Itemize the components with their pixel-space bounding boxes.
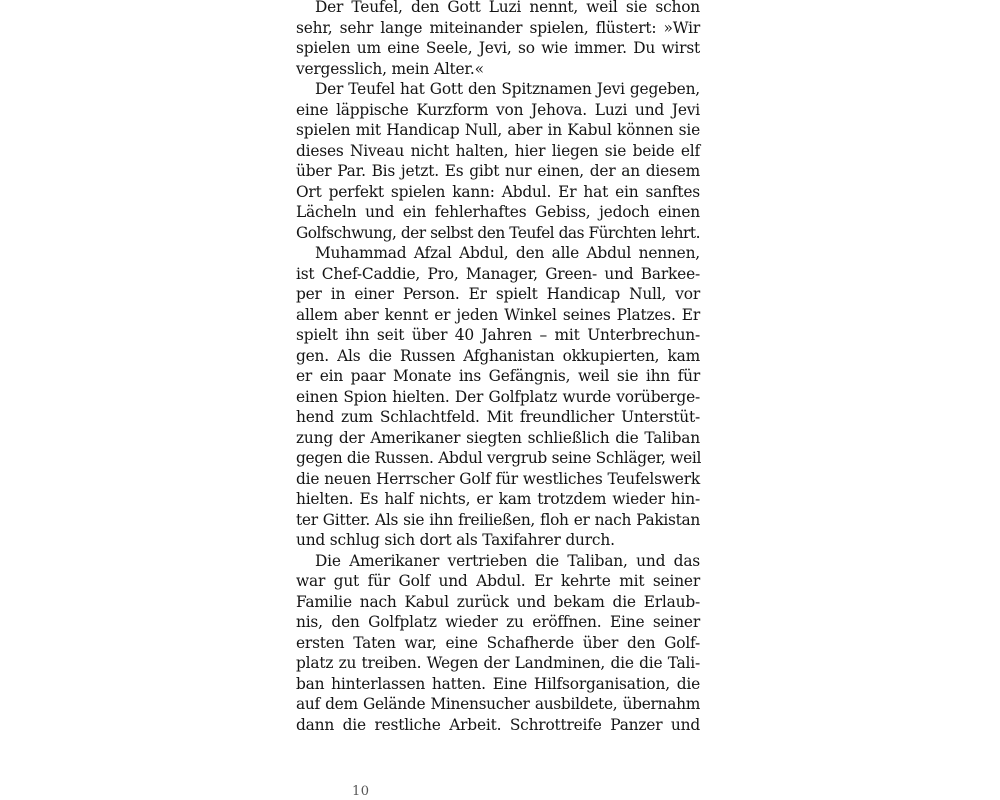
text-line: dieses Niveau nicht halten, hier liegen sie beide elf [296,141,700,160]
text-line: Ort perfekt spielen kann: Abdul. Er hat ein sanftes [296,182,700,201]
text-line: spielt ihn seit über 40 Jahren – mit Unterbrechun- [296,326,700,344]
text-line: spielen um eine Seele, Jevi, so wie immer. Du wirst [296,39,700,57]
text-line: nis, den Golfplatz wieder zu eröffnen. Eine seiner [296,613,700,631]
text-line: hielten. Es half nichts, er kam trotzdem wieder hin- [296,490,700,508]
text-line: per in einer Person. Er spielt Handicap Null, vor [296,285,700,303]
body-text [296,0,700,735]
text-line: gen. Als die Russen Afghanistan okkupierten, kam [296,346,700,365]
text-line: Familie nach Kabul zurück und bekam die Erlaub- [296,592,700,611]
text-line: auf dem Gelände Minensucher ausbildete, übernahm [296,695,700,713]
text-line: und schlug sich dort als Taxifahrer durch. [296,531,615,549]
text-line: er ein paar Monate ins Gefängnis, weil sie ihn für [296,367,700,385]
text-line: dann die restliche Arbeit. Schrottreife Panzer und [296,715,700,734]
text-line: ist Chef-Caddie, Pro, Manager, Green- und Barkee- [296,264,700,283]
text-line: sehr, sehr lange miteinander spielen, flüstert: »Wir [296,18,700,37]
text-line: Die Amerikaner vertrieben die Taliban, und das [315,551,700,570]
text-line: vergesslich, mein Alter.« [296,59,484,78]
text-line: Der Teufel hat Gott den Spitznamen Jevi gegeben, [315,80,700,98]
page-number: 10 [352,784,370,799]
text-line: spielen mit Handicap Null, aber in Kabul können sie [296,121,700,139]
text-line: hend zum Schlachtfeld. Mit freundlicher Unterstüt- [296,408,700,426]
text-line: gegen die Russen. Abdul vergrub seine Schläger, weil [296,449,702,467]
text-line: Der Teufel, den Gott Luzi nennt, weil sie schon [315,0,700,16]
text-line: eine läppische Kurzform von Jehova. Luzi und Jevi [296,100,700,119]
text-line: Lächeln und ein fehlerhaftes Gebiss, jedoch einen [296,203,700,221]
text-line: Golfschwung, der selbst den Teufel das Fürchten lehrt. [296,223,700,242]
text-line: ter Gitter. Als sie ihn freiließen, floh er nach Pakistan [296,510,700,529]
text-line: einen Spion hielten. Der Golfplatz wurde vorüberge- [296,387,700,406]
text-line: allem aber kennt er jeden Winkel seines Platzes. Er [296,305,700,324]
text-line: die neuen Herrscher Golf für westliches Teufelswerk [296,469,700,488]
text-line: Muhammad Afzal Abdul, den alle Abdul nennen, [315,244,700,262]
text-line: über Par. Bis jetzt. Es gibt nur einen, der an diesem [296,162,700,180]
text-line: ban hinterlassen hatten. Eine Hilfsorganisation, die [296,674,700,693]
text-line: ersten Taten war, eine Schafherde über den Golf- [296,633,700,652]
text-line: zung der Amerikaner siegten schließlich die Taliban [296,428,700,447]
text-line: war gut für Golf und Abdul. Er kehrte mit seiner [296,572,700,590]
text-line: platz zu treiben. Wegen der Landminen, die die Tali- [296,654,700,672]
